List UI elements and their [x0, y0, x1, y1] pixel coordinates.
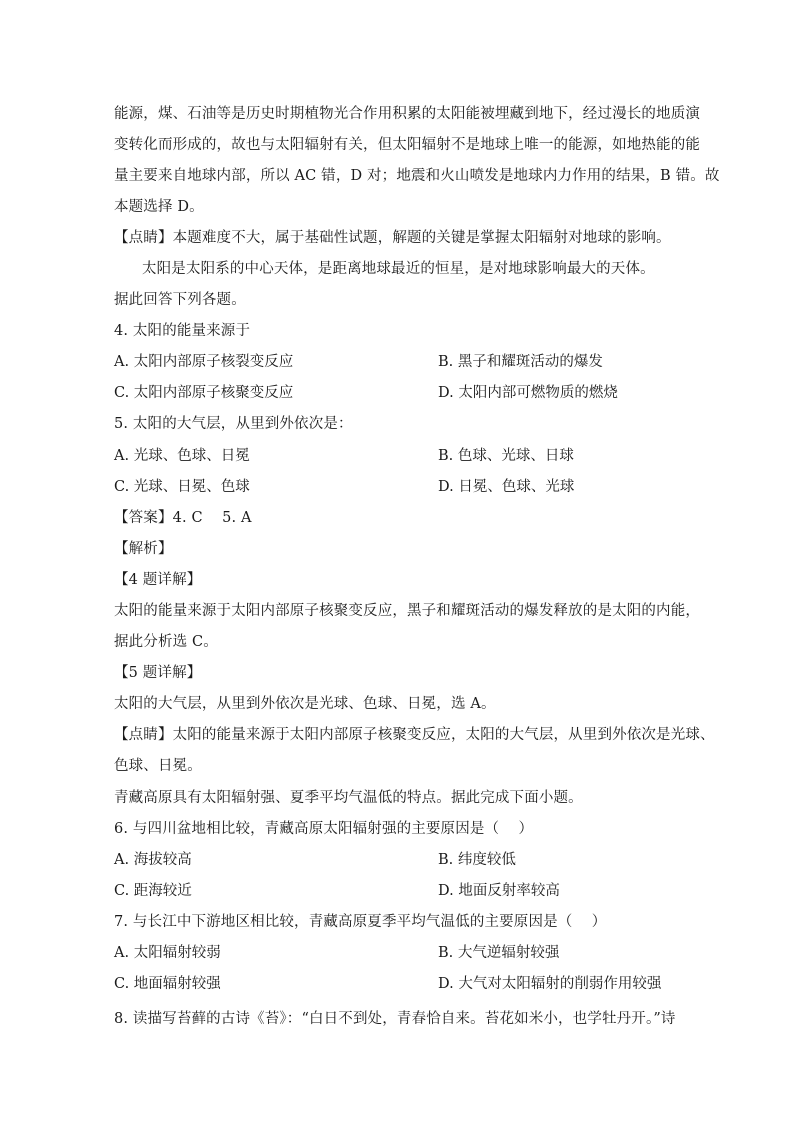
- q4-option-b: B. 黑子和耀斑活动的爆发: [438, 354, 603, 370]
- paragraph-line: 色球、日冕。: [114, 758, 202, 774]
- analysis-heading: 【解析】: [114, 541, 173, 557]
- q7-option-b: B. 大气逆辐射较强: [438, 945, 560, 961]
- question-8: 8. 读描写苔藓的古诗《苔》：“白日不到处，青春恰自来。苔花如米小，也学牡丹开。”诗: [114, 1011, 676, 1027]
- passage-intro: 青藏高原具有太阳辐射强、夏季平均气温低的特点。据此完成下面小题。: [114, 790, 583, 806]
- q6-option-d: D. 地面反射率较高: [438, 883, 560, 899]
- q7-option-d: D. 大气对太阳辐射的削弱作用较强: [438, 976, 662, 992]
- question-7: 7. 与长江中下游地区相比较，青藏高原夏季平均气温低的主要原因是（ ）: [114, 914, 607, 930]
- q5-option-d: D. 日冕、色球、光球: [438, 479, 575, 495]
- question-6: 6. 与四川盆地相比较，青藏高原太阳辐射强的主要原因是（ ）: [114, 821, 534, 837]
- q4-option-a: A. 太阳内部原子核裂变反应: [114, 354, 294, 370]
- q5-option-b: B. 色球、光球、日球: [438, 448, 574, 464]
- q7-option-c: C. 地面辐射较强: [114, 976, 221, 992]
- paragraph-line: 据此分析选 C。: [114, 634, 218, 650]
- paragraph-line: 变转化而形成的，故也与太阳辐射有关，但太阳辐射不是地球上唯一的能源，如地热能的能: [114, 137, 700, 153]
- q6-option-b: B. 纬度较低: [438, 852, 516, 868]
- paragraph-line: 能源，煤、石油等是历史时期植物光合作用积累的太阳能被埋藏到地下，经过漫长的地质演: [114, 106, 700, 122]
- q6-option-c: C. 距海较近: [114, 883, 192, 899]
- q4-option-d: D. 太阳内部可燃物质的燃烧: [438, 385, 618, 401]
- question-5: 5. 太阳的大气层，从里到外依次是：: [114, 416, 353, 432]
- q7-option-a: A. 太阳辐射较弱: [114, 945, 221, 961]
- paragraph-line: 本题选择 D。: [114, 199, 204, 215]
- passage-intro: 太阳是太阳系的中心天体，是距离地球最近的恒星，是对地球影响最大的天体。: [142, 261, 655, 277]
- paragraph-line: 太阳的能量来源于太阳内部原子核聚变反应，黑子和耀斑活动的爆发释放的是太阳的内能，: [114, 603, 700, 619]
- q5-option-c: C. 光球、日冕、色球: [114, 479, 250, 495]
- q4-detail-heading: 【4 题详解】: [114, 572, 202, 588]
- q5-option-a: A. 光球、色球、日冕: [114, 448, 250, 464]
- question-4: 4. 太阳的能量来源于: [114, 323, 251, 339]
- answer-heading: 【答案】4. C 5. A: [114, 510, 252, 526]
- q5-detail-heading: 【5 题详解】: [114, 665, 202, 681]
- q6-option-a: A. 海拔较高: [114, 852, 192, 868]
- dianjing-note: 【点睛】本题难度不大，属于基础性试题，解题的关键是掌握太阳辐射对地球的影响。: [114, 230, 671, 246]
- paragraph-line: 太阳的大气层，从里到外依次是光球、色球、日冕，选 A。: [114, 696, 496, 712]
- q4-option-c: C. 太阳内部原子核聚变反应: [114, 385, 294, 401]
- dianjing-note: 【点睛】太阳的能量来源于太阳内部原子核聚变反应，太阳的大气层，从里到外依次是光球、: [114, 727, 715, 743]
- passage-instruction: 据此回答下列各题。: [114, 292, 246, 308]
- paragraph-line: 量主要来自地球内部，所以 AC 错，D 对；地震和火山喷发是地球内力作用的结果，B 错。故: [114, 168, 720, 184]
